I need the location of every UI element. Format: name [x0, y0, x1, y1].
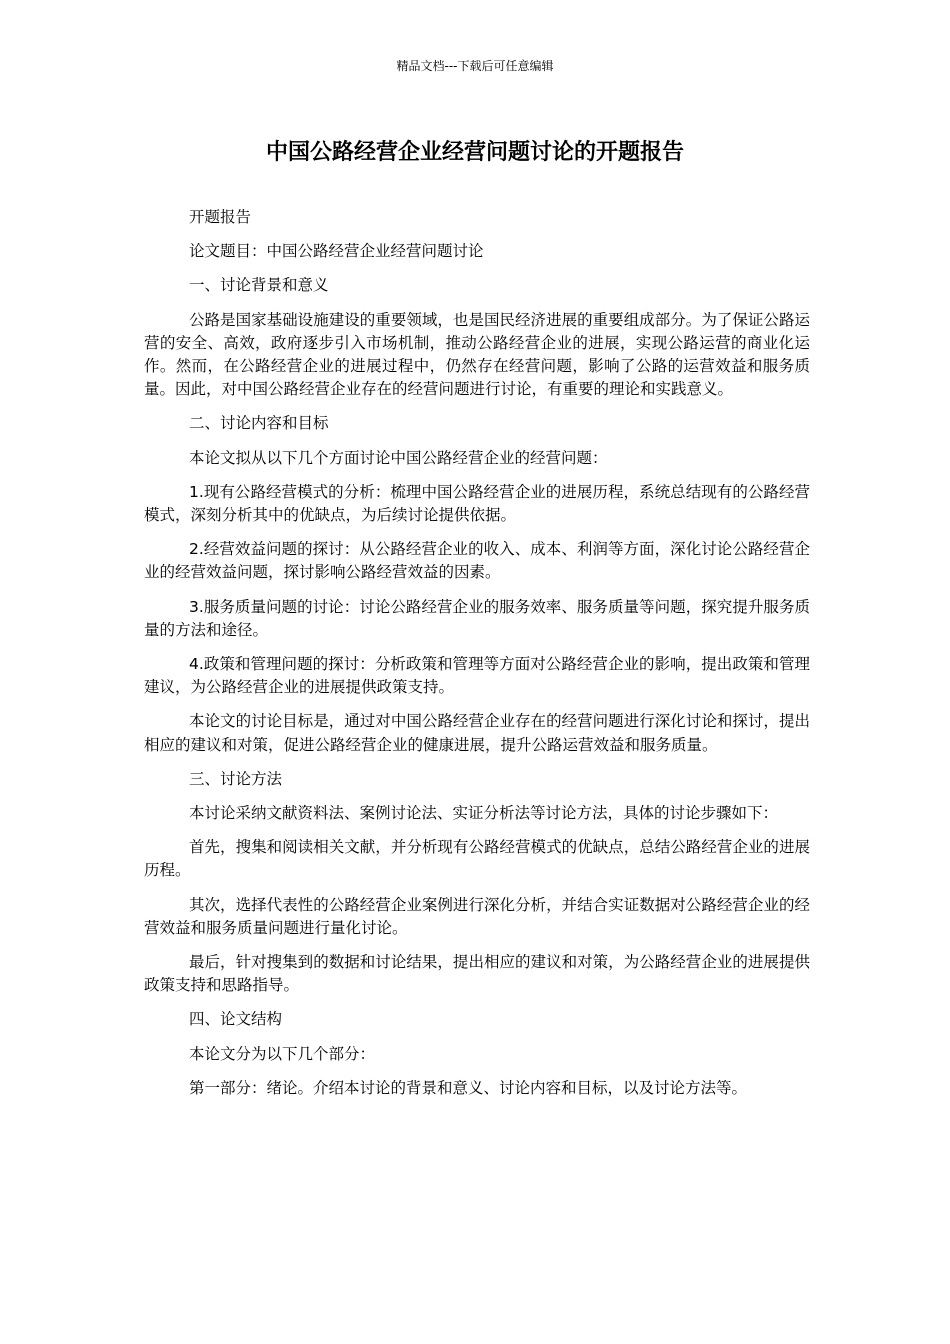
- section-heading-structure: 四、论文结构: [189, 1010, 283, 1029]
- list-item-2: 2.经营效益问题的探讨：从公路经营企业的收入、成本、利润等方面，深化讨论公路经营企业的经营效益问题，探讨影响公路经营效益的因素。: [144, 540, 810, 582]
- paragraph-step-last: 最后，针对搜集到的数据和讨论结果，提出相应的建议和对策，为公路经营企业的进展提供政策支持和思路指导。: [144, 953, 810, 995]
- section-heading-methods: 三、讨论方法: [189, 769, 283, 788]
- paragraph-thesis-title: 论文题目：中国公路经营企业经营问题讨论: [189, 242, 484, 261]
- document-title: 中国公路经营企业经营问题讨论的开题报告: [265, 140, 684, 165]
- paragraph-structure-intro: 本论文分为以下几个部分：: [189, 1044, 376, 1063]
- paragraph-part-one: 第一部分：绪论。介绍本讨论的背景和意义、讨论内容和目标，以及讨论方法等。: [189, 1078, 748, 1097]
- paragraph-background: 公路是国家基础设施建设的重要领域，也是国民经济进展的重要组成部分。为了保证公路运营的安全、高效，政府逐步引入市场机制，推动公路经营企业的进展，实现公路运营的商业化运作。然而，在公路经营企业的进展过程中，仍然存在经营问题，影响了公路的运营效益和服务质量。因此，对中国公路经营企业存在的经营问题进行讨论，有重要的理论和实践意义。: [144, 310, 810, 399]
- paragraph-methods-intro: 本讨论采纳文献资料法、案例讨论法、实证分析法等讨论方法，具体的讨论步骤如下：: [189, 804, 779, 823]
- document-body: [144, 206, 810, 1111]
- list-item-3: 3.服务质量问题的讨论：讨论公路经营企业的服务效率、服务质量等问题，探究提升服务质量的方法和途径。: [144, 597, 810, 639]
- list-item-1: 1.现有公路经营模式的分析：梳理中国公路经营企业的进展历程，系统总结现有的公路经营模式，深刻分析其中的优缺点，为后续讨论提供依据。: [144, 482, 810, 525]
- page-header-watermark: 精品文档---下载后可任意编辑: [396, 59, 554, 73]
- list-item-4: 4.政策和管理问题的探讨：分析政策和管理等方面对公路经营企业的影响，提出政策和管理建议，为公路经营企业的进展提供政策支持。: [144, 655, 810, 697]
- paragraph-content-intro: 本论文拟从以下几个方面讨论中国公路经营企业的经营问题：: [189, 448, 608, 467]
- paragraph-step-second: 其次，选择代表性的公路经营企业案例进行深化分析，并结合实证数据对公路经营企业的经营效益和服务质量问题进行量化讨论。: [144, 895, 810, 937]
- section-heading-content-goals: 二、讨论内容和目标: [189, 414, 329, 433]
- section-heading-background: 一、讨论背景和意义: [189, 276, 329, 295]
- paragraph-step-first: 首先，搜集和阅读相关文献，并分析现有公路经营模式的优缺点，总结公路经营企业的进展历程。: [144, 838, 810, 880]
- paragraph-goals: 本论文的讨论目标是，通过对中国公路经营企业存在的经营问题进行深化讨论和探讨，提出相应的建议和对策，促进公路经营企业的健康进展，提升公路运营效益和服务质量。: [144, 712, 810, 754]
- paragraph-report-label: 开题报告: [189, 208, 252, 226]
